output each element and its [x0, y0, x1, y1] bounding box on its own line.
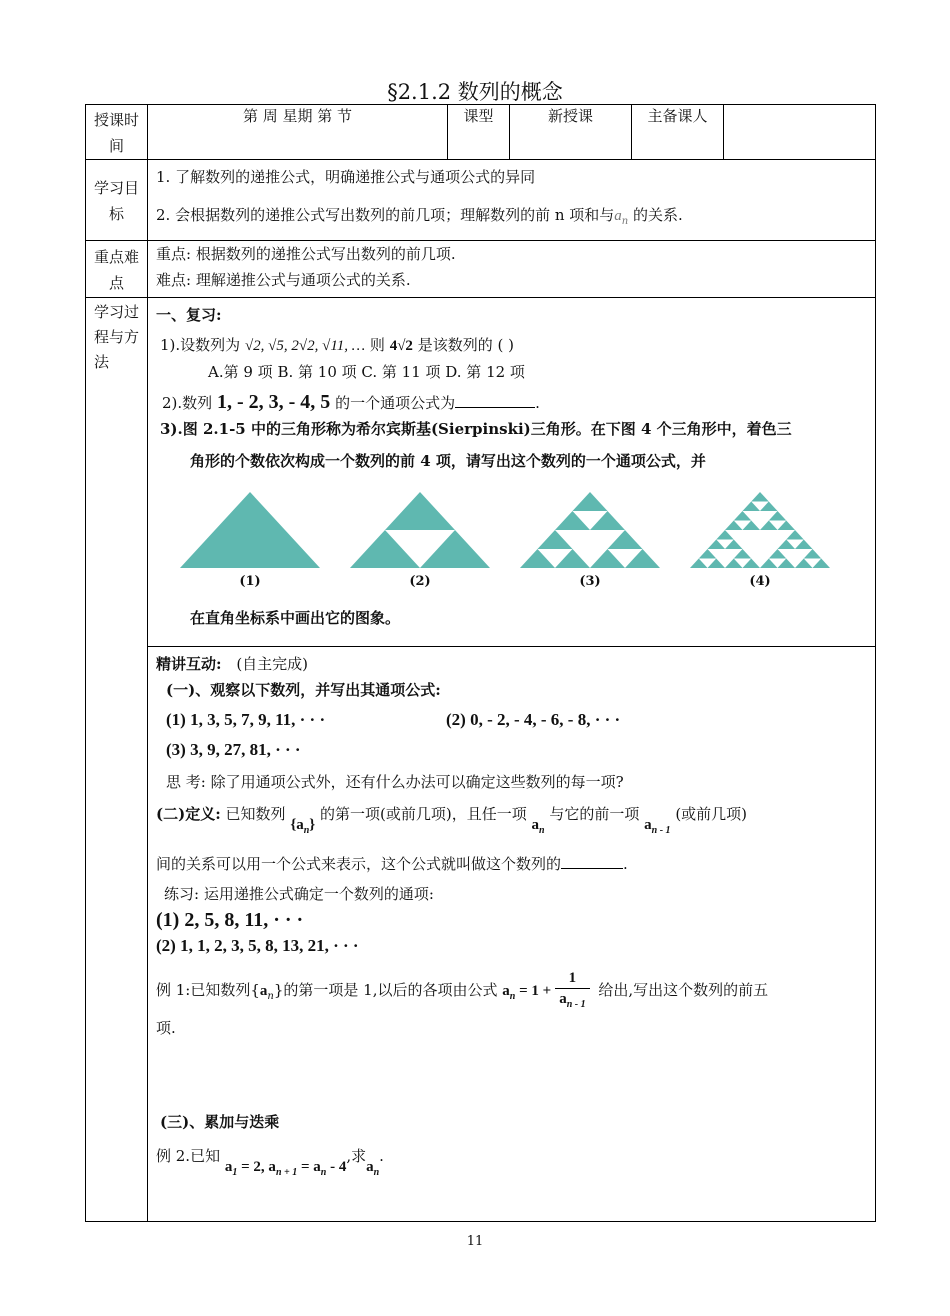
difficult-point: 难点: 理解递推公式与通项公式的关系. [156, 271, 411, 289]
header-row [86, 105, 876, 160]
example-1-formula: $a_n = 1$ + [502, 983, 552, 1002]
think-question: 思 考: 除了用通项公式外，还有什么办法可以确定这些数列的每一项? [166, 773, 624, 791]
sierpinski-triangle-2 [346, 486, 494, 572]
lecture-row [86, 647, 876, 1222]
sierpinski-triangle-3 [516, 486, 664, 572]
lecture-title: 精讲互动: (自主完成) [156, 655, 309, 673]
sierpinski-figures [156, 486, 867, 589]
an-symbol: $a_n$ [531, 817, 545, 836]
goals-label: 学习目标 [86, 160, 148, 241]
key-content [148, 241, 876, 298]
goal-1: 1. 了解数列的递推公式，明确递推公式与通项公式的异同 [156, 168, 536, 186]
lesson-table [85, 104, 876, 1222]
question-3-line-3: 在直角坐标系中画出它的图象。 [190, 609, 401, 627]
question-3-line-1: 3).图 2.1-5 中的三角形称为希尔宾斯基(Sierpinski)三角形。在下图 4 个三角形中，着色三 [160, 420, 792, 438]
sierpinski-1: (1) [176, 486, 324, 589]
teacher-label: 主备课人 [632, 105, 724, 160]
question-2: 2).数列 1, - 2, 3, - 4, 5 的一个通项公式为 . [162, 391, 540, 413]
sierpinski-3: (3) [516, 486, 664, 589]
sequence-row-1: (1) 1, 3, 5, 7, 9, 11, · · · (2) 0, - 2, - 4, - 6, - 8, · · · [166, 710, 621, 729]
type-label: 课型 [448, 105, 510, 160]
sequence-set-symbol: $\{a_n\}$ [290, 817, 316, 836]
key-row [86, 241, 876, 298]
section-3-title: (三)、累加与迭乘 [160, 1113, 280, 1131]
definition-line-1: (二)定义: 已知数列 $\{a_n\}$ 的第一项(或前几项)，且任一项 $a_n$ 与它的前一项 $a_{n - 1}$ (或前几项) [156, 805, 748, 836]
sierpinski-4: (4) [686, 486, 834, 589]
practice-title: 练习: 运用递推公式确定一个数列的通项: [164, 885, 434, 903]
example-1: 例 1:已知数列$\{a_n\}$的第一项是 1,以后的各项由公式 $a_n = 1$ + $\frac{1}{a_{n - 1}}$ 给出,写出这个数列的前五 [156, 967, 867, 1013]
time-label: 授课时间 [86, 105, 148, 160]
page-title: §2.1.2 数列的概念 [387, 80, 563, 104]
sierpinski-triangle-4 [686, 486, 834, 572]
example-1-line-2: 项. [156, 1019, 176, 1037]
question-1-options: A.第 9 项 B. 第 10 项 C. 第 11 项 D. 第 12 项 [208, 363, 525, 381]
key-point: 重点: 根据数列的递推公式写出数列的前几项. [156, 245, 456, 263]
process-row [86, 298, 876, 647]
teacher-value [724, 105, 876, 160]
type-value: 新授课 [510, 105, 632, 160]
sierpinski-2: (2) [346, 486, 494, 589]
lecture-section [148, 647, 876, 1222]
sequence-row-2: (3) 3, 9, 27, 81, · · · [166, 740, 301, 759]
time-value: 第 周 星期 第 节 [148, 105, 448, 160]
review-section [148, 298, 876, 647]
review-title: 一、复习: [156, 306, 222, 324]
goals-row [86, 160, 876, 241]
page-number: 11 [466, 1234, 484, 1249]
definition-blank [561, 852, 623, 869]
example-2-formula: $a_1 = 2$, $a_{n + 1} = a_n - 4$ [224, 1159, 347, 1178]
section-1-title: (一)、观察以下数列，并写出其通项公式: [166, 681, 441, 699]
process-label: 学习过程与方法 [86, 298, 148, 1222]
goals-content [148, 160, 876, 241]
sierpinski-triangle-1 [176, 486, 324, 572]
definition-line-2: 间的关系可以用一个公式来表示，这个公式就叫做这个数列的 . [156, 851, 867, 877]
goal-2: 2. 会根据数列的递推公式写出数列的前几项；理解数列的前 n 项和与$a_n$ 的关系. [156, 206, 683, 227]
an-minus-1-symbol: $a_{n - 1}$ [644, 817, 671, 836]
example-1-fraction: $\frac{1}{a_{n - 1}}$ [555, 968, 589, 1015]
question-1: 1).设数列为 √2, √5, 2√2, √11, … 则 4√2 是该数列的 ( ) [160, 336, 514, 354]
question-3-line-2: 角形的个数依次构成一个数列的前 4 项，请写出这个数列的一个通项公式，并 [190, 452, 706, 470]
practice-1: (1) 2, 5, 8, 11, · · · [156, 909, 304, 931]
answer-blank [455, 391, 535, 408]
example-2: 例 2.已知 $a_1 = 2$, $a_{n + 1} = a_n - 4$,求$a_n$. [156, 1147, 384, 1178]
key-label: 重点难点 [86, 241, 148, 298]
practice-2: (2) 1, 1, 2, 3, 5, 8, 13, 21, · · · [156, 936, 359, 955]
